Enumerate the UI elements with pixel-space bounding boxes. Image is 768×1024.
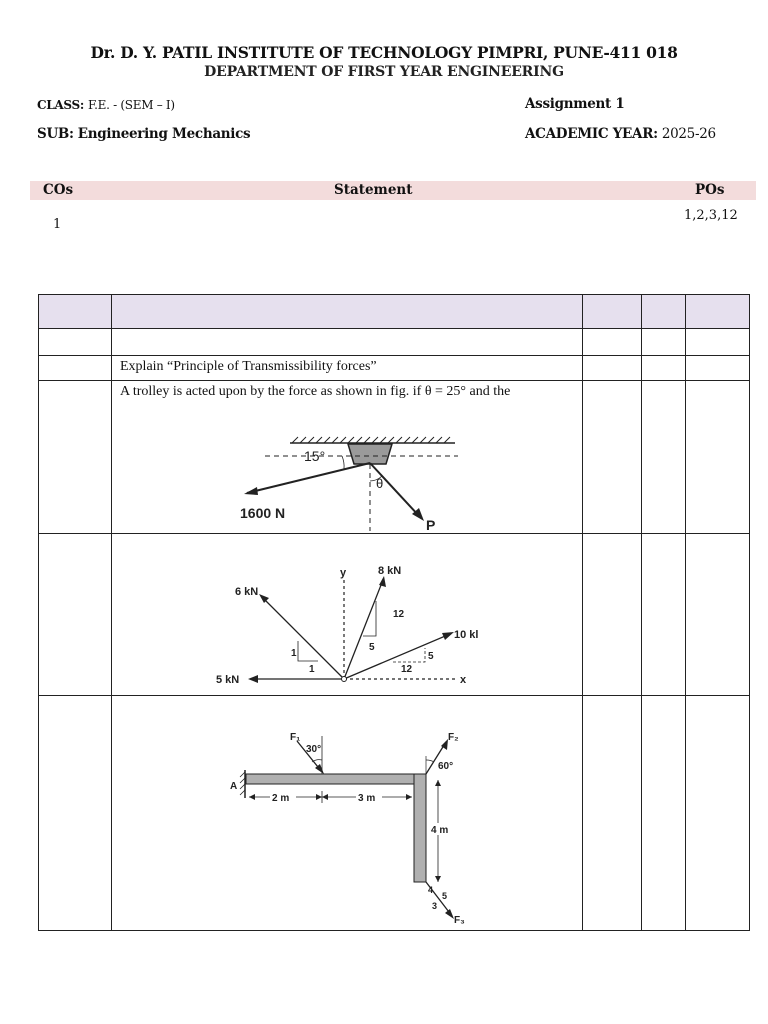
trolley-angle-label: 15° — [304, 448, 326, 464]
trolley-figure — [120, 401, 580, 531]
force-system-figure — [112, 534, 582, 694]
year-label: ACADEMIC YEAR: — [525, 126, 658, 142]
table-row — [39, 534, 750, 696]
slope-8kn-b: 5 — [369, 642, 375, 653]
force-f1-label: F₁ — [290, 732, 301, 743]
slope-10kn-a: 12 — [401, 664, 413, 675]
support-a-label: A — [230, 781, 238, 792]
slope-f3-3: 3 — [432, 901, 438, 911]
co-header: COs — [43, 182, 74, 198]
question-cell — [112, 381, 583, 534]
dim-3m-label: 3 m — [358, 793, 376, 804]
slope-6kn-b: 1 — [309, 664, 315, 675]
figure-cell — [112, 696, 583, 931]
statement-header: Statement — [334, 182, 413, 198]
class-line — [37, 97, 175, 113]
axis-x-label: x — [460, 674, 467, 686]
beam-figure — [112, 696, 582, 929]
force-8kn-label: 8 kN — [378, 565, 402, 577]
question-table-header — [39, 295, 750, 329]
header-cell — [642, 295, 686, 329]
subject-label: SUB: — [37, 126, 74, 142]
class-label: CLASS: — [37, 98, 84, 112]
assignment-title — [525, 96, 624, 112]
question-text: Explain “Principle of Transmissibility forces” — [112, 356, 583, 381]
force-f3-label: F₃ — [454, 915, 465, 926]
slope-f3-5: 5 — [442, 891, 448, 901]
force-5kn-label: 5 kN — [216, 674, 240, 686]
table-row — [39, 329, 750, 356]
angle-30-label: 30° — [306, 744, 322, 755]
dim-4m-label: 4 m — [431, 825, 449, 836]
pos-value: 1,2,3,12 — [684, 208, 738, 223]
institute-title: Dr. D. Y. PATIL INSTITUTE OF TECHNOLOGY PIMPRI, PUNE-411 018 — [90, 43, 678, 62]
header-cell — [583, 295, 642, 329]
slope-6kn-a: 1 — [291, 648, 297, 659]
question-text: A trolley is acted upon by the force as shown in fig. if θ = 25° and the — [120, 384, 511, 399]
table-row — [39, 356, 750, 381]
subject-line — [37, 126, 250, 142]
co-number: 1 — [53, 217, 62, 232]
force-10kn-label: 10 kl — [454, 629, 479, 641]
co-table-header — [30, 181, 756, 200]
table-row — [39, 696, 750, 931]
axis-y-label: y — [340, 567, 347, 579]
force-6kn-label: 6 kN — [235, 586, 259, 598]
slope-10kn-b: 5 — [428, 651, 434, 662]
dim-2m-label: 2 m — [272, 793, 290, 804]
force-1600-label: 1600 N — [240, 505, 286, 521]
assignment-label: Assignment 1 — [525, 96, 625, 112]
angle-60-label: 60° — [438, 761, 454, 772]
force-f2-label: F₂ — [448, 732, 459, 743]
year-line — [525, 126, 716, 142]
header-cell — [686, 295, 750, 329]
header-cell — [39, 295, 112, 329]
trolley-theta-label: θ — [376, 476, 384, 491]
pos-header: POs — [695, 182, 725, 198]
header-cell — [112, 295, 583, 329]
force-p-label: P — [426, 517, 436, 531]
question-table — [38, 294, 750, 931]
department-title: DEPARTMENT OF FIRST YEAR ENGINEERING — [204, 64, 564, 80]
class-value: F.E. - (SEM – I) — [88, 98, 175, 112]
table-row — [39, 381, 750, 534]
year-value: 2025-26 — [661, 126, 716, 142]
subject-value: Engineering Mechanics — [77, 126, 251, 142]
slope-8kn-a: 12 — [393, 609, 405, 620]
figure-cell — [112, 534, 583, 696]
slope-f3-4: 4 — [428, 885, 434, 895]
